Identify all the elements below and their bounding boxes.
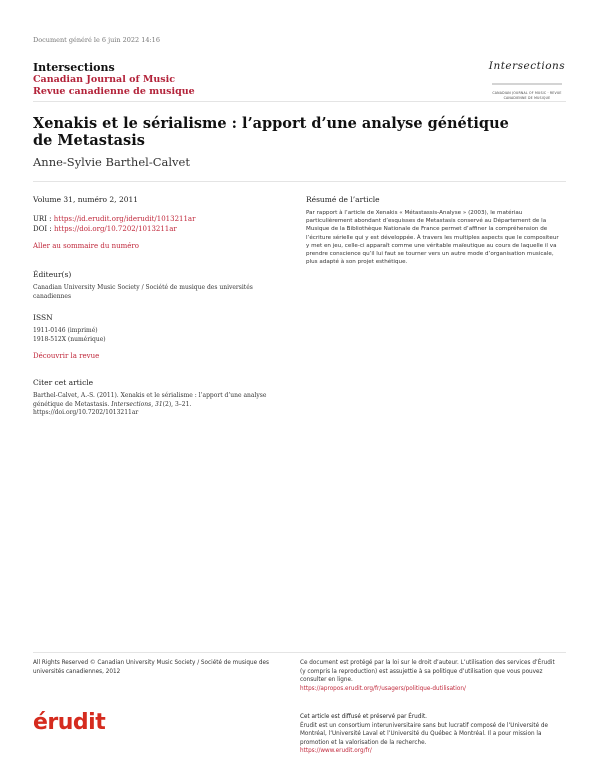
journal-subtitle-fr: Revue canadienne de musique bbox=[33, 86, 195, 97]
abstract-text: Par rapport à l’article de Xenakis « Métastassis-Analyse » (2003), le matériau particulièrement abondant d’esquisses de Metastasis conservé au Département de la Musique de la Bibliothèque Nationale de France permet d’affiner la compréhension de l’écriture sérielle qui y est développée. À travers les multiples aspects que le compositeur y met en jeu, celle-ci apparaît comme une véritable maïeutique au cours de laquelle il va prendre conscience qu’il lui faut se tourner vers un autre mode d’organisation musicale, plus adapté à son projet esthétique. bbox=[306, 210, 559, 266]
logo-divider-line bbox=[488, 81, 566, 87]
copyright-notice bbox=[300, 659, 562, 693]
divider bbox=[33, 652, 566, 653]
uri-link[interactable]: https://id.erudit.org/iderudit/1013211ar bbox=[53, 215, 196, 223]
uri-label: URI : bbox=[33, 215, 52, 223]
citation-text: Barthel-Calvet, A.-S. (2011). Xenakis et le sérialisme : l’apport d’une analyse génétique de Metastasis. Intersections, 31(2), 3–21. https://doi.org/10.7202/1013211ar bbox=[33, 392, 267, 416]
uri-line bbox=[33, 214, 283, 224]
article-metadata bbox=[33, 195, 283, 418]
article-title: Xenakis et le sérialisme : l’apport d’une analyse génétique de Metastasis bbox=[33, 115, 509, 149]
journal-subtitle-en: Canadian Journal of Music bbox=[33, 74, 176, 85]
divider bbox=[33, 181, 566, 182]
journal-name: Intersections bbox=[33, 61, 115, 74]
journal-logo bbox=[488, 60, 566, 100]
rights-statement: All Rights Reserved © Canadian University Music Society / Société de musique des universités canadiennes, 2012 bbox=[33, 660, 269, 675]
cite-heading: Citer cet article bbox=[33, 378, 94, 387]
abstract-heading: Résumé de l’article bbox=[306, 195, 380, 204]
journal-logo-small: CANADIAN JOURNAL OF MUSIC · REVUE CANADIENNE DE MUSIQUE bbox=[492, 91, 562, 100]
erudit-link[interactable]: https://www.erudit.org/fr/ bbox=[300, 748, 372, 754]
discover-journal-link[interactable]: Découvrir la revue bbox=[33, 352, 100, 360]
issn-print: 1911-0146 (imprimé) bbox=[33, 327, 98, 334]
issue-summary-link[interactable]: Aller au sommaire du numéro bbox=[33, 242, 139, 250]
erudit-logo: érudit bbox=[33, 710, 106, 735]
doi-line bbox=[33, 224, 283, 234]
issn-heading: ISSN bbox=[33, 313, 53, 322]
abstract-section bbox=[306, 195, 560, 266]
doi-label: DOI : bbox=[33, 225, 52, 233]
diffusion-text: Érudit est un consortium interuniversitaire sans but lucratif composé de l’Université de Montréal, l’Université Laval et l’Université du Québec à Montréal. Il a pour mission la promotion et la valorisation de la recherche. bbox=[300, 722, 549, 746]
diffusion-notice bbox=[300, 713, 562, 756]
diffusion-heading: Cet article est diffusé et préservé par Érudit. bbox=[300, 714, 427, 720]
journal-logo-script: Intersections bbox=[488, 60, 566, 72]
journal-header bbox=[33, 61, 195, 98]
publisher-heading: Éditeur(s) bbox=[33, 270, 72, 279]
volume-info: Volume 31, numéro 2, 2011 bbox=[33, 195, 139, 204]
divider bbox=[33, 101, 566, 102]
issn-digital: 1918-512X (numérique) bbox=[33, 335, 106, 343]
article-author: Anne-Sylvie Barthel-Calvet bbox=[33, 155, 190, 169]
publisher-name: Canadian University Music Society / Société de musique des universités canadiennes bbox=[33, 284, 253, 300]
generated-date: Document généré le 6 juin 2022 14:16 bbox=[33, 36, 160, 44]
usage-policy-link[interactable]: https://apropos.erudit.org/fr/usagers/politique-dutilisation/ bbox=[300, 685, 466, 692]
doi-link[interactable]: https://doi.org/10.7202/1013211ar bbox=[53, 225, 177, 233]
copyright-notice-text: Ce document est protégé par la loi sur le droit d’auteur. L’utilisation des services d’Érudit (y compris la reproduction) est assujettie à sa politique d’utilisation que vous pouvez consulter en ligne. bbox=[300, 660, 555, 683]
